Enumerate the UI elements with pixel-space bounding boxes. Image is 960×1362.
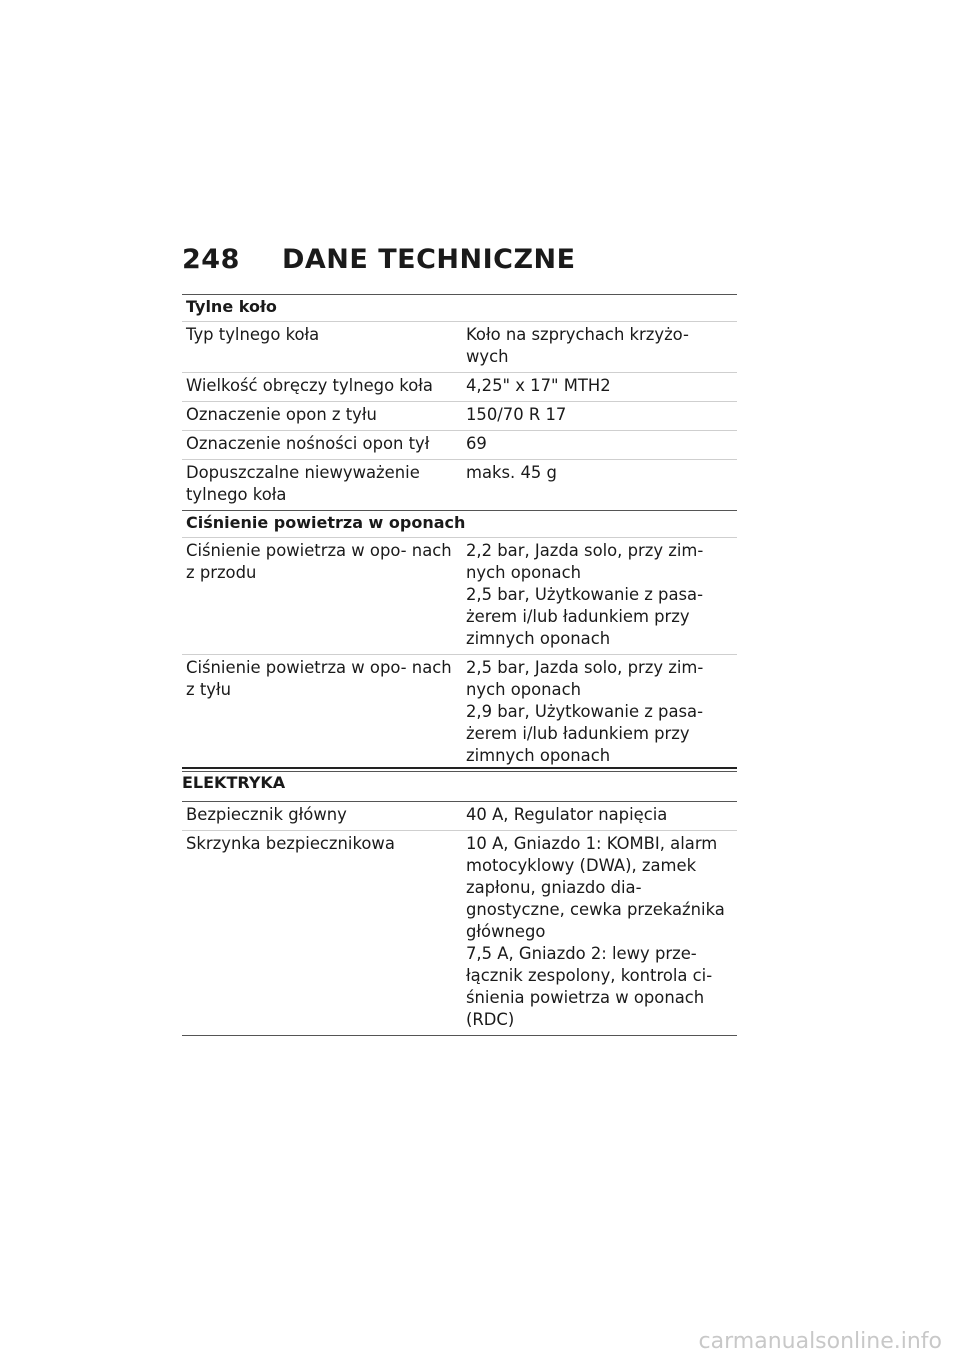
value-line: 2,9 bar, Użytkowanie z pasa- żerem i/lub ładunkiem przy zimnych oponach	[466, 702, 703, 765]
table-row	[182, 830, 737, 1035]
page-title: DANE TECHNICZNE	[282, 244, 576, 275]
row-key: Ciśnienie powietrza w opo- nach z przodu	[186, 541, 452, 582]
table-row	[182, 321, 737, 372]
spec-table-electrical	[182, 767, 737, 1036]
row-value	[462, 655, 737, 771]
row-value: maks. 45 g	[466, 463, 557, 482]
value-line: 2,5 bar, Użytkowanie z pasa- żerem i/lub ładunkiem przy zimnych oponach	[466, 585, 703, 648]
row-key: Wielkość obręczy tylnego koła	[186, 376, 433, 395]
value-line: wych	[466, 347, 509, 366]
row-key: Skrzynka bezpiecznikowa	[186, 834, 395, 853]
page-number: 248	[182, 244, 240, 275]
table-end-rule	[182, 1035, 737, 1036]
row-key: Ciśnienie powietrza w opo- nach z tyłu	[186, 658, 452, 699]
section-title-elektryka: ELEKTRYKA	[182, 767, 737, 801]
table-row	[182, 372, 737, 401]
row-key: Oznaczenie opon z tyłu	[186, 405, 377, 424]
watermark: carmanualsonline.info	[698, 1329, 942, 1354]
section-title-tire-pressure: Ciśnienie powietrza w oponach	[182, 510, 737, 537]
value-line: Koło na szprychach krzyżo-	[466, 325, 689, 344]
value-line: 10 A, Gniazdo 1: KOMBI, alarm motocyklowy (DWA), zamek zapłonu, gniazdo dia- gnostyczne, cewka przekaźnika głównego	[466, 834, 725, 941]
row-value	[462, 538, 737, 654]
row-key: Dopuszczalne niewyważenie tylnego koła	[186, 463, 420, 504]
table-row	[182, 801, 737, 830]
page-header	[182, 244, 737, 280]
row-value: 69	[466, 434, 487, 453]
table-row	[182, 459, 737, 510]
section-title-rear-wheel: Tylne koło	[182, 294, 737, 321]
spec-table-wheel	[182, 294, 737, 772]
row-key: Bezpiecznik główny	[186, 805, 347, 824]
value-line: 2,5 bar, Jazda solo, przy zim- nych oponach	[466, 658, 704, 699]
row-value: 4,25" x 17" MTH2	[466, 376, 611, 395]
row-value: 40 A, Regulator napięcia	[466, 805, 668, 824]
table-row	[182, 537, 737, 654]
table-row	[182, 654, 737, 771]
value-line: 2,2 bar, Jazda solo, przy zim- nych oponach	[466, 541, 704, 582]
table-row	[182, 430, 737, 459]
row-value: 150/70 R 17	[466, 405, 567, 424]
row-key: Typ tylnego koła	[186, 325, 320, 344]
value-line: 7,5 A, Gniazdo 2: lewy prze- łącznik zespolony, kontrola ci- śnienia powietrza w oponach (RDC)	[466, 944, 713, 1029]
row-value	[462, 831, 737, 1035]
table-row	[182, 401, 737, 430]
row-value	[462, 322, 737, 372]
row-key: Oznaczenie nośności opon tył	[186, 434, 430, 453]
